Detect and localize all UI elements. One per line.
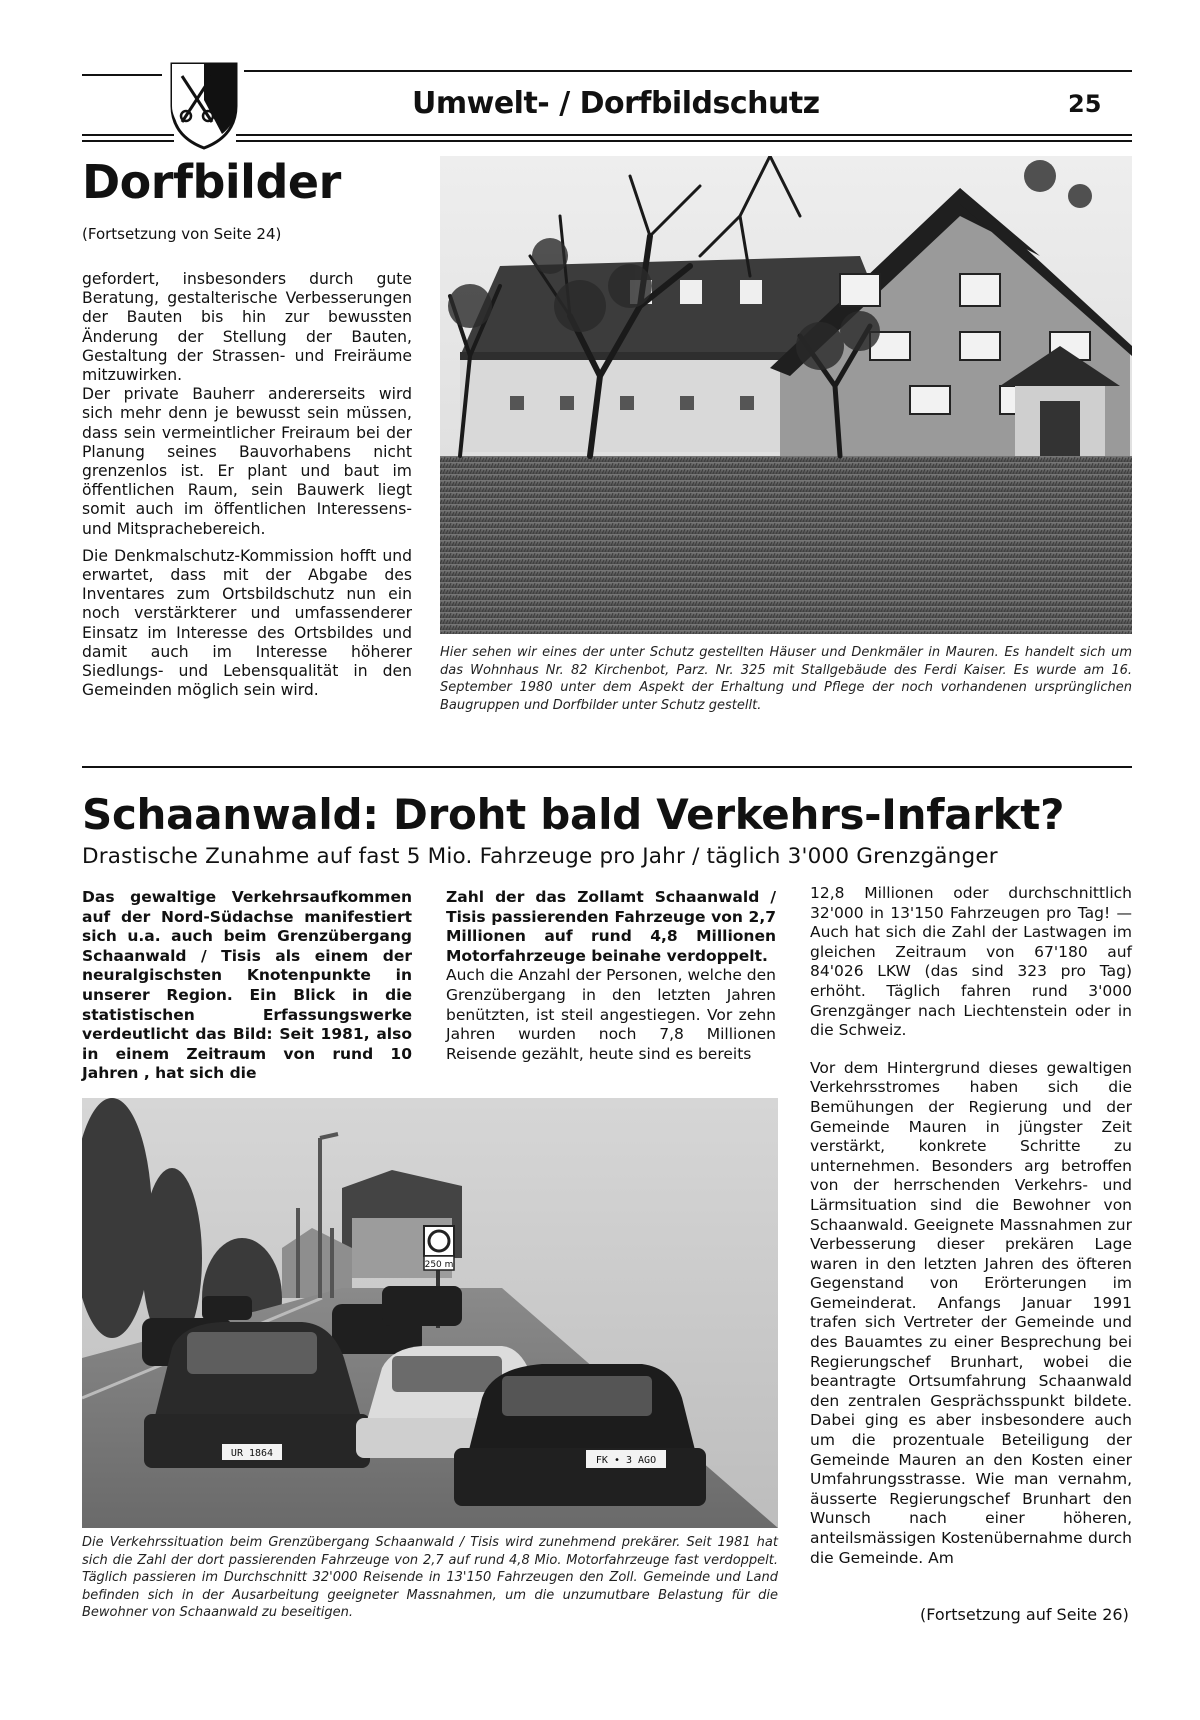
house-photo-caption: Hier sehen wir eines der unter Schutz gestellten Häuser und Denkmäler in Mauren. Es handelt sich um das Wohnhaus Nr. 82 Kirchenbot, Parz. Nr. 325 mit Stallgebäude des Ferdi Kaiser. Es wurde am 16. September 1980 unter dem Aspekt der Erhaltung und Pflege der noch vorhandenen ursprünglichen Baugruppen und Dorfbilder unter Schutz gestellt.: [440, 645, 1132, 713]
traffic-photo: [82, 1098, 778, 1528]
continued-to-note: (Fortsetzung auf Seite 26): [920, 1605, 1129, 1624]
distance-sign-text: 250 m: [424, 1260, 454, 1270]
front-plate-text: FK • 3 AGO: [595, 1455, 657, 1466]
page-number: 25: [1068, 90, 1102, 118]
rear-plate-text: UR 1864: [230, 1448, 274, 1459]
header-rule-top-left: [82, 74, 162, 76]
column-2: [446, 888, 776, 1064]
header-rule-bottom-left-2: [82, 140, 174, 142]
article1-paragraph: gefordert, insbesonders durch gute Beratung, gestalterische Verbesserungen der Bauten bis hin zur bewussten Änderung der Stellung der Bauten, Gestaltung der Strassen- und Freiräume mitzuwirken.: [82, 270, 412, 385]
section-title: Umwelt- / Dorfbildschutz: [412, 86, 820, 121]
house-photo: [440, 156, 1132, 634]
column-3-paragraph: Vor dem Hintergrund dieses gewaltigen Verkehrsstromes haben sich die Bemühungen der Regierung und der Gemeinde Mauren in jüngster Zeit verstärkt, konkrete Schritte zu unternehmen. Besonders arg betroffen von der herrschenden Verkehrs- und Lärmsituation sind die Bewohner von Schaanwald. Geeignete Massnahmen zur Verbesserung dieser prekären Lage waren in den letzten Jahren des öfteren Gegenstand von Erörterungen im Gemeinderat. Anfangs Januar 1991 trafen sich Vertreter der Gemeinde und des Bauamtes zu einer Besprechung bei Regierungschef Brunhart, wobei die beantragte Ortsumfahrung Schaanwald den zentralen Gesprächsspunkt bildete. Dabei ging es aber insbesondere auch um die prozentuale Beteiligung der Gemeinde Mauren an den Kosten einer Umfahrungsstrasse. Wie man vernahm, äusserte Regierungschef Brunhart den Wunsch nach einer höheren, anteilsmässigen Kostenübernahme durch die Gemeinde. Am: [810, 1058, 1132, 1567]
article1-body: [82, 270, 412, 708]
header-rule-bottom-right-1: [236, 134, 1132, 136]
lead-column-1: Das gewaltige Verkehrsaufkommen auf der Nord-Südachse manifestiert sich u.a. auch beim Grenzübergang Schaanwald / Tisis als einem der neuralgischsten Knotenpunkte in unserer Region. Ein Blick in die statistischen Erfassungswerke verdeutlicht das Bild: Seit 1981, also in einem Zeitraum von rund 10 Jahren , hat sich die: [82, 888, 412, 1083]
body-column-2: Auch die Anzahl der Personen, welche den Grenzübergang in den letzten Jahren benützten, ist steil angestiegen. Vor zehn Jahren wurden noch 7,8 Millionen Reisende gezählt, heute sind es bereits: [446, 966, 776, 1063]
header-rule-bottom-right-2: [236, 140, 1132, 142]
continued-from-note: (Fortsetzung von Seite 24): [82, 225, 282, 243]
column-3: [810, 884, 1132, 1586]
article1-paragraph: Der private Bauherr andererseits wird sich mehr denn je bewusst sein müssen, dass sein vermeintlicher Freiraum bei der Planung seines Bauvorhabens nicht grenzenlos ist. Er plant und baut im öffentlichen Raum, sein Bauwerk liegt somit auch im öffentlichen Interessens- und Mitsprachebereich.: [82, 385, 412, 538]
article1-paragraph: Die Denkmalschutz-Kommission hofft und erwartet, dass mit der Abgabe des Inventares zum Ortsbildschutz nun ein noch verstärkterer und umfassenderer Einsatz im Interesse des Ortsbildes und damit auch im Interesse höherer Siedlungs- und Lebensqualität in den Gemeinden möglich sein wird.: [82, 546, 412, 700]
lead-column-2: Zahl der das Zollamt Schaanwald / Tisis passierenden Fahrzeuge von 2,7 Millionen auf rund 4,8 Millionen Motorfahrzeuge beinahe verdoppelt.: [446, 888, 776, 965]
section-divider: [82, 766, 1132, 768]
header-rule-bottom-left-1: [82, 134, 174, 136]
coat-of-arms-icon: [168, 60, 240, 150]
column-3-paragraph: 12,8 Millionen oder durchschnittlich 32'000 in 13'150 Fahrzeugen pro Tag! — Auch hat sich die Zahl der Lastwagen im gleichen Zeitraum von 67'180 auf 84'026 LKW (das sind 323 pro Tag) erhöht. Täglich fahren rund 3'000 Grenzgänger nach Liechtenstein oder in die Schweiz.: [810, 884, 1132, 1040]
traffic-photo-caption: Die Verkehrssituation beim Grenzübergang Schaanwald / Tisis wird zunehmend prekärer. Seit 1981 hat sich die Zahl der dort passierenden Fahrzeuge von 2,7 auf rund 4,8 Mio. Motorfahrzeuge fast verdoppelt. Täglich passieren im Durchschnitt 32'000 Reisende in 13'150 Fahrzeugen den Zoll. Gemeinde und Land befinden sich in der Ausarbeitung geeigneter Massnahmen, um die unzumutbare Belastung für die Bewohner von Schaanwald zu beseitigen.: [82, 1535, 778, 1620]
article-title-dorfbilder: Dorfbilder: [82, 155, 341, 209]
article-subtitle: Drastische Zunahme auf fast 5 Mio. Fahrzeuge pro Jahr / täglich 3'000 Grenzgänger: [82, 844, 998, 869]
header-rule-top-right: [244, 70, 1132, 72]
article-title-schaanwald: Schaanwald: Droht bald Verkehrs-Infarkt?: [82, 790, 1065, 839]
